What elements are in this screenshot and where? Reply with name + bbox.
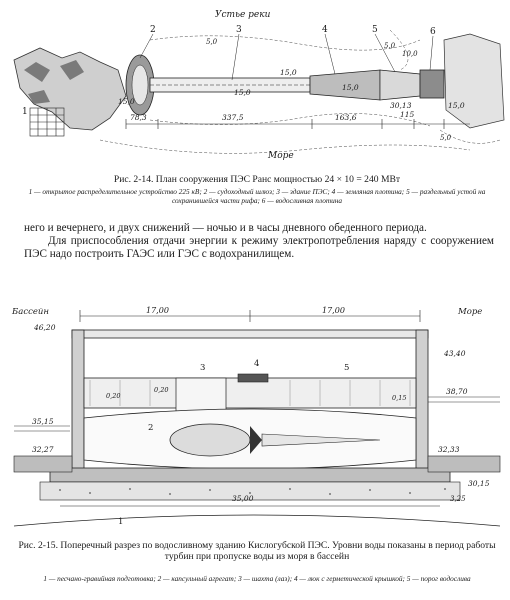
ground-line <box>14 515 500 526</box>
depth-9: 5,0 <box>440 134 452 142</box>
label-sea-top: Море <box>268 151 294 161</box>
left-wall <box>72 330 84 490</box>
hatch-cover <box>238 374 268 382</box>
figure-14-plan <box>0 0 510 172</box>
bottom-length: 35,00 <box>232 494 254 503</box>
callout-15-3: 3 <box>200 363 206 373</box>
dim-0-20-b: 0,20 <box>106 392 121 400</box>
callout-15-1: 1 <box>118 517 124 527</box>
left-shore <box>14 48 126 130</box>
left-riprap <box>14 456 72 472</box>
body-text <box>24 222 494 261</box>
depth-6: 10,0 <box>402 50 418 58</box>
elev-46-20: 46,20 <box>34 323 56 332</box>
callout-15-2: 2 <box>148 423 154 433</box>
callout-15-4: 4 <box>254 359 260 369</box>
elev-32-33: 32,33 <box>438 445 460 454</box>
right-riprap <box>428 456 500 472</box>
right-small-dim: 3,25 <box>450 495 466 503</box>
callout-3: 3 <box>236 25 242 35</box>
elev-43-40: 43,40 <box>444 349 466 358</box>
label-river-mouth: Устье реки <box>215 10 271 20</box>
depth-3: 15,0 <box>280 68 297 77</box>
figure-15-caption: Рис. 2-15. Поперечный разрез по водосливному зданию Кислогубской ПЭС. Уровни воды показаны в период работы турбин при пропуске воды из моря в бассейн <box>18 540 496 562</box>
label-basin: Бассейн <box>12 307 49 317</box>
elev-30-15: 30,15 <box>468 479 490 488</box>
dim-30-13: 30,13 <box>390 101 412 110</box>
elev-38-70: 38,70 <box>446 387 468 396</box>
divider-pier <box>380 70 420 100</box>
paragraph-1: него и вечернего, и двух снижений — ночью и в часы дневного обеденного периода. <box>24 222 427 234</box>
right-wall <box>416 330 428 490</box>
dim-163-6: 163,6 <box>335 113 357 122</box>
figure-15-section <box>0 300 510 538</box>
right-shore <box>444 34 504 128</box>
depth-5: 15,0 <box>448 101 465 110</box>
depth-1: 15,0 <box>118 97 135 106</box>
paragraph-2: Для приспособления отдачи энергии к режиму электропотребления наряду с сооружением ПЭС надо построить ГАЭС или ГЭС с водохранилищем. <box>24 235 494 260</box>
depth-7: 5,0 <box>206 38 218 46</box>
callout-15-5: 5 <box>344 363 350 373</box>
spillway-dam <box>420 70 444 98</box>
dim-337-5: 337,5 <box>222 113 244 122</box>
figure-14-legend: 1 — открытое распределительное устройство 225 кВ; 2 — судоходный шлюз; 3 — здание ПЭС; 4 — земляная плотина; 5 — раздельный устой на сохранившейся части рифа; 6 — водосливная плотина <box>28 187 486 205</box>
depth-4: 15,0 <box>342 83 359 92</box>
span-right: 17,00 <box>322 306 345 315</box>
dim-0-20-a: 0,20 <box>154 386 169 394</box>
callout-6: 6 <box>430 27 436 37</box>
callout-4: 4 <box>322 25 328 35</box>
spillway-sill <box>84 378 416 408</box>
callout-1: 1 <box>22 107 28 117</box>
span-dimension <box>80 310 420 322</box>
dimension-lines <box>126 119 470 129</box>
bulb-unit <box>170 424 250 456</box>
callout-2: 2 <box>150 25 156 35</box>
callout-5: 5 <box>372 25 378 35</box>
foundation-slab <box>50 468 450 482</box>
elev-35-15: 35,15 <box>32 417 54 426</box>
roof-slab <box>72 330 428 338</box>
figure-15-legend: 1 — песчано-гравийная подготовка; 2 — капсульный агрегат; 3 — шахта (лаз); 4 — люк с герметической крышкой; 5 — порог водослива <box>43 574 471 583</box>
elev-32-27: 32,27 <box>32 445 54 454</box>
figure-14-caption: Рис. 2-14. План сооружения ПЭС Ранс мощностью 24 × 10 = 240 МВт <box>113 174 401 185</box>
dim-78-3: 78,3 <box>130 113 147 122</box>
dim-0-15: 0,15 <box>392 394 407 402</box>
label-sea: Море <box>458 307 483 317</box>
span-left: 17,00 <box>146 306 169 315</box>
depth-2: 15,0 <box>234 88 251 97</box>
depth-8: 5,0 <box>384 42 396 50</box>
dim-115: 115 <box>400 110 415 119</box>
